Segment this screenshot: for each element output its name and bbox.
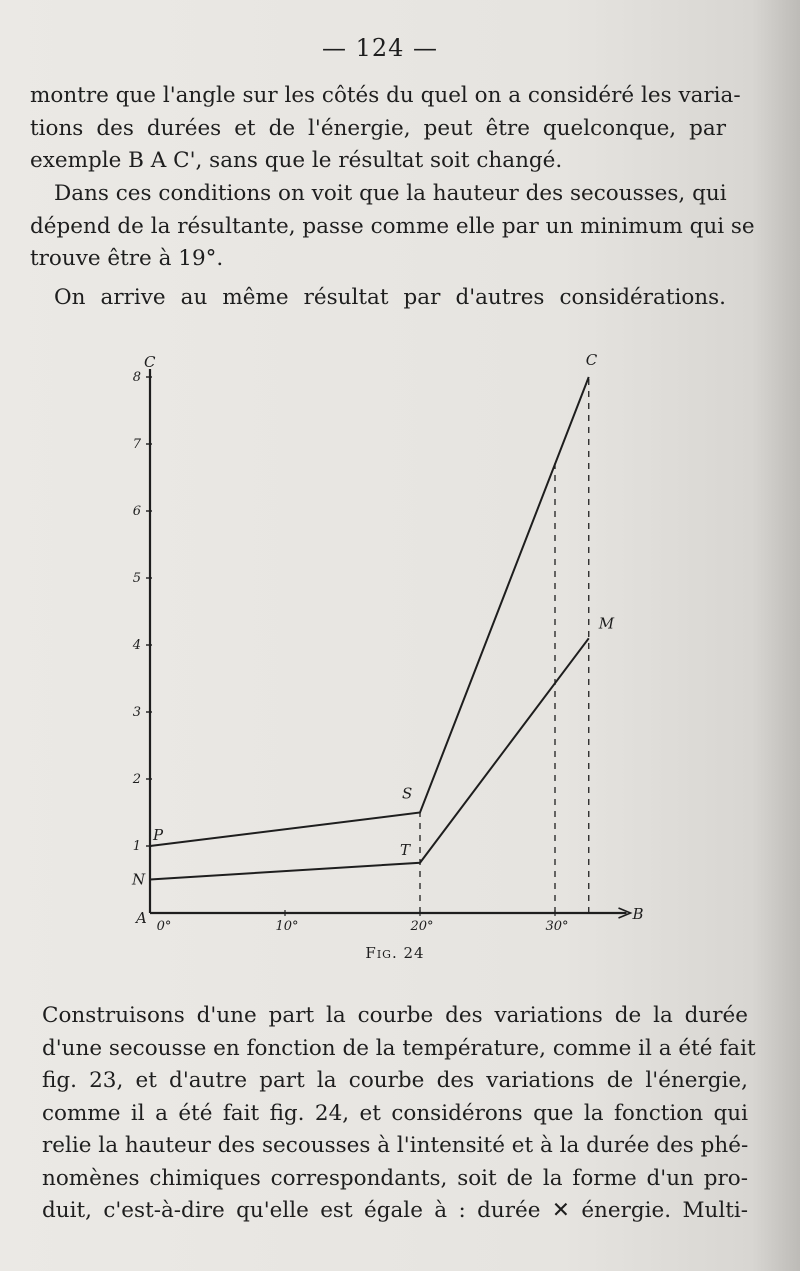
figure-caption: Fig. 24 — [365, 944, 425, 962]
text-line: Construisons d'une part la courbe des variations de la durée — [42, 1003, 748, 1028]
page-number: — 124 — — [321, 34, 439, 62]
paragraph-3 — [30, 282, 726, 315]
paragraph-2 — [30, 178, 755, 276]
x-tick-label: 0° — [156, 919, 172, 934]
text-line: d'une secousse en fonction de la température, comme il a été fait — [42, 1035, 756, 1061]
text-line: montre que l'angle sur les côtés du quel on a considéré les varia- — [30, 83, 741, 108]
label-point-n: N — [132, 870, 146, 889]
y-tick-label: 3 — [132, 705, 141, 720]
label-axis-c: C — [144, 353, 156, 371]
text-line: exemple B A C', sans que le résultat soit changé. — [30, 148, 563, 173]
y-tick-label: 5 — [132, 571, 141, 586]
series-line-psc — [150, 377, 589, 846]
label-point-s: S — [402, 784, 413, 803]
text-line: duit, c'est-à-dire qu'elle est égale à : durée ✕ énergie. Multi- — [42, 1198, 748, 1223]
label-point-m: M — [598, 614, 615, 633]
label-origin-a: A — [136, 909, 147, 927]
series-line-ntm — [150, 638, 589, 879]
text-line: dépend de la résultante, passe comme elle par un minimum qui se — [30, 213, 755, 239]
label-point-p: P — [153, 826, 164, 844]
label-point-t: T — [400, 840, 411, 859]
y-tick-label: 2 — [132, 772, 141, 787]
paragraph-1 — [30, 80, 741, 178]
paragraph-4 — [42, 1000, 756, 1228]
label-line-c: C — [585, 351, 598, 369]
x-tick-label: 20° — [410, 919, 434, 934]
label-axis-b: B — [632, 905, 644, 923]
y-tick-label: 7 — [132, 437, 141, 452]
x-tick-label: 10° — [275, 919, 299, 934]
text-line: comme il a été fait fig. 24, et considérons que la fonction qui — [42, 1100, 748, 1126]
y-tick-label: 8 — [132, 370, 141, 385]
figure-24-chart — [0, 330, 800, 940]
text-line: relie la hauteur des secousses à l'intensité et à la durée des phé- — [42, 1133, 749, 1158]
y-tick-label: 1 — [132, 839, 141, 854]
text-line: Dans ces conditions on voit que la hauteur des secousses, qui — [54, 181, 727, 206]
text-line: nomènes chimiques correspondants, soit de la forme d'un pro- — [42, 1165, 748, 1191]
y-tick-label: 4 — [132, 638, 141, 653]
text-line: On arrive au même résultat par d'autres considérations. — [54, 285, 726, 310]
text-line: tions des durées et de l'énergie, peut être quelconque, par — [30, 115, 726, 141]
x-tick-label: 30° — [545, 919, 569, 934]
text-line: trouve être à 19°. — [30, 246, 224, 271]
text-line: fig. 23, et d'autre part la courbe des variations de l'énergie, — [42, 1068, 748, 1093]
y-tick-label: 6 — [132, 504, 141, 519]
